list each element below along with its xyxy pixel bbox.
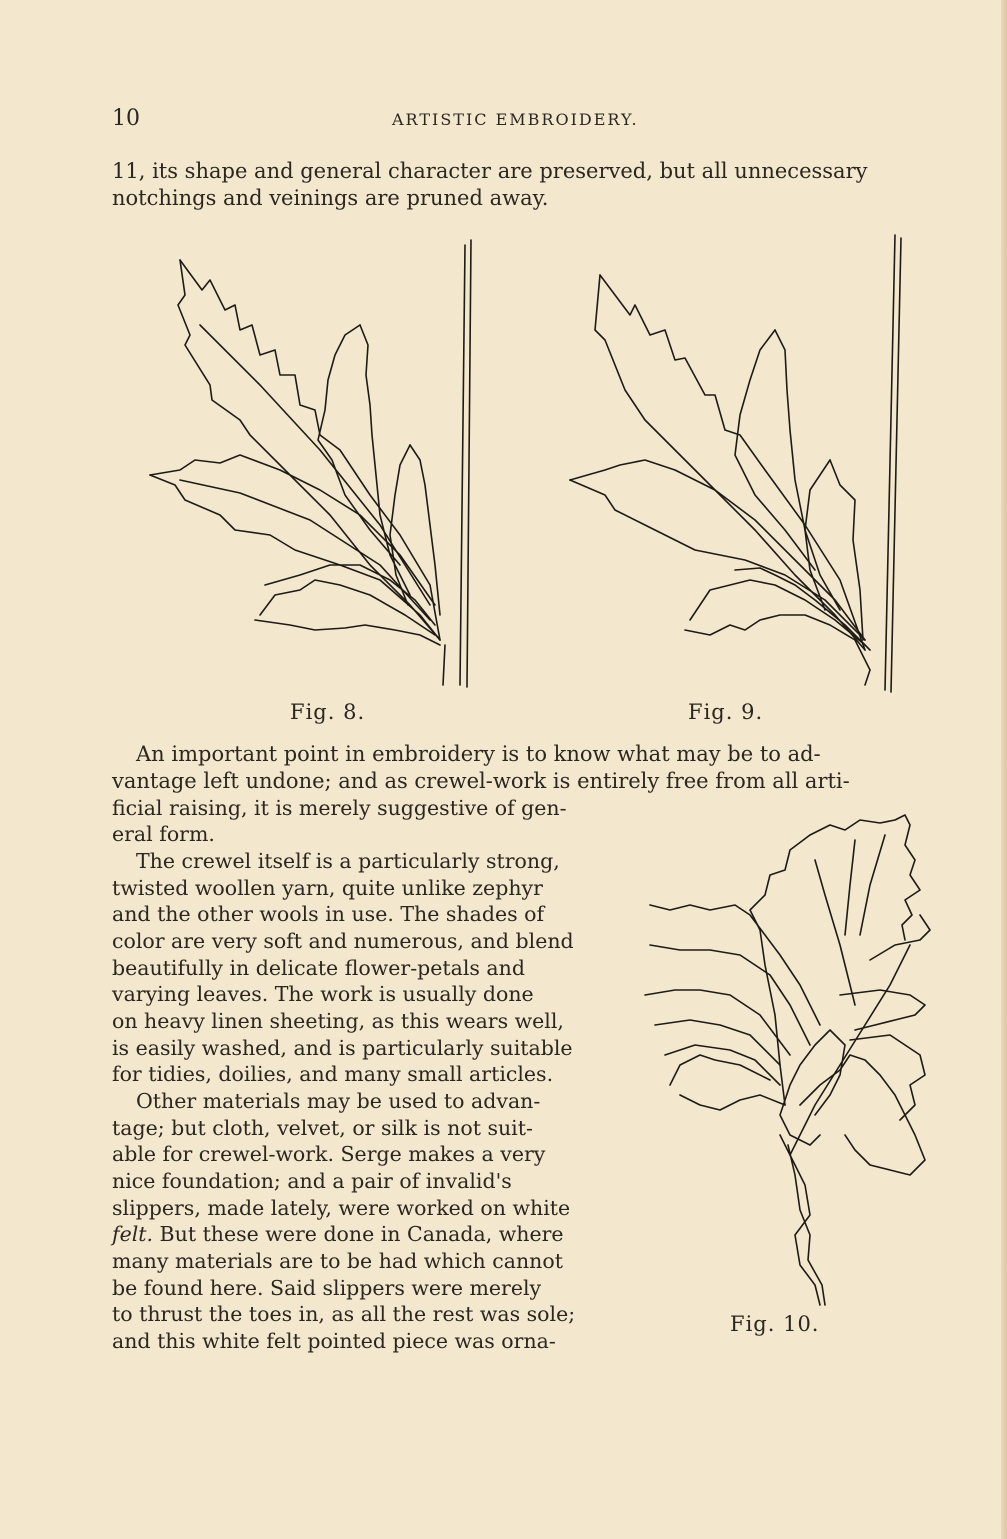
paragraph-3-line-8: be found here. Said slippers were merely bbox=[112, 1276, 542, 1300]
page-number: 10 bbox=[112, 106, 140, 131]
paragraph-1-line-3: ficial raising, it is merely suggestive of gen- bbox=[112, 796, 567, 820]
paragraph-3-line-7: many materials are to be had which cannot bbox=[112, 1249, 563, 1273]
paragraph-3-line-2: tage; but cloth, velvet, or silk is not suit- bbox=[112, 1116, 533, 1140]
paragraph-3-line-3: able for crewel-work. Serge makes a very bbox=[112, 1142, 546, 1166]
paragraph-3-line-6-rest: But these were done in Canada, where bbox=[153, 1222, 564, 1246]
paragraph-2-line-7: on heavy linen sheeting, as this wears well, bbox=[112, 1009, 564, 1033]
paragraph-3-line-6 bbox=[112, 1221, 632, 1248]
figure-9-leaf-illustration bbox=[565, 230, 905, 695]
paragraph-3-line-1: Other materials may be used to advan- bbox=[136, 1089, 541, 1113]
paragraph-2-line-4: color are very soft and numerous, and blend bbox=[112, 929, 574, 953]
paragraph-2-line-2: twisted woollen yarn, quite unlike zephyr bbox=[112, 876, 543, 900]
figure-8-caption: Fig. 8. bbox=[290, 700, 366, 724]
paragraph-2-line-1: The crewel itself is a particularly strong, bbox=[136, 849, 560, 873]
paragraph-2-line-6: varying leaves. The work is usually done bbox=[112, 982, 534, 1006]
figure-10-caption: Fig. 10. bbox=[730, 1312, 820, 1336]
paragraph-1-line-1: An important point in embroidery is to know what may be to ad- bbox=[136, 742, 821, 766]
paragraph-2-line-8: is easily washed, and is particularly suitable bbox=[112, 1036, 573, 1060]
paragraph-3-line-9: to thrust the toes in, as all the rest was sole; bbox=[112, 1302, 576, 1326]
paragraph-2-line-9: for tidies, doilies, and many small articles. bbox=[112, 1062, 554, 1086]
page-header bbox=[112, 106, 942, 136]
paragraph-2-line-3: and the other wools in use. The shades of bbox=[112, 902, 545, 926]
figure-10-leaf-spray-illustration bbox=[640, 815, 940, 1315]
paragraph-2-line-5: beautifully in delicate flower-petals and bbox=[112, 956, 525, 980]
figure-9-caption: Fig. 9. bbox=[688, 700, 764, 724]
page-edge bbox=[1001, 0, 1007, 1539]
intro-line-2: notchings and veinings are pruned away. bbox=[112, 186, 549, 210]
running-title: ARTISTIC EMBROIDERY. bbox=[392, 110, 639, 129]
italic-word-felt: felt. bbox=[112, 1222, 154, 1246]
paragraph-3-line-4: nice foundation; and a pair of invalid's bbox=[112, 1169, 512, 1193]
paragraph-3-line-5: slippers, made lately, were worked on white bbox=[112, 1196, 571, 1220]
paragraph-3-line-10: and this white felt pointed piece was orna- bbox=[112, 1329, 556, 1353]
paragraph-1-line-4: eral form. bbox=[112, 822, 215, 846]
figure-8-leaf-illustration bbox=[140, 235, 480, 695]
paragraph-1-line-2: vantage left undone; and as crewel-work is entirely free from all arti- bbox=[112, 769, 850, 793]
intro-line-1: 11, its shape and general character are preserved, but all unnecessary bbox=[112, 159, 868, 183]
